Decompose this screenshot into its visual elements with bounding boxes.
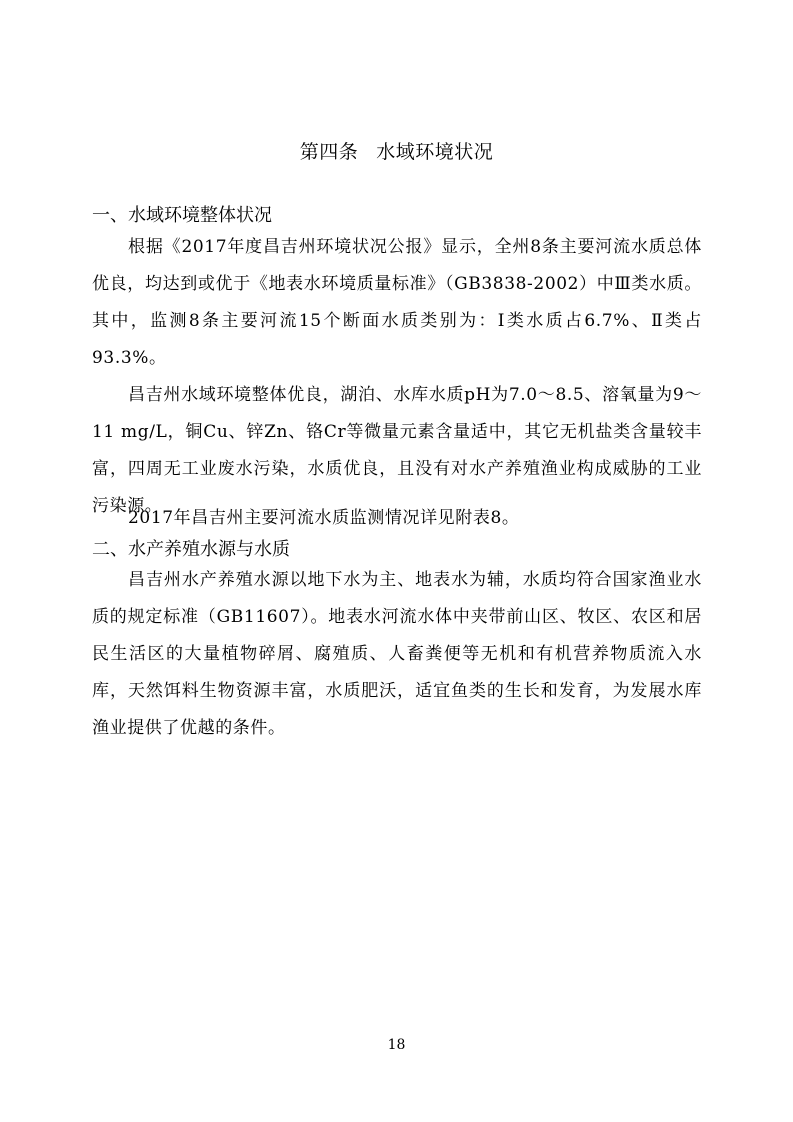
paragraph-1-1: 根据《2017年度昌吉州环境状况公报》显示，全州8条主要河流水质总体优良，均达到或优于《地表水环境质量标准》（GB3838-2002）中Ⅲ类水质。其中，监测8条主要河流15个断面水质类别为：Ⅰ类水质占6.7%、Ⅱ类占93.3%。 <box>92 237 702 368</box>
section-heading-2: 二、水产养殖水源与水质 <box>92 539 290 560</box>
section-heading-1: 一、水域环境整体状况 <box>92 205 272 226</box>
article-subject: 水域环境状况 <box>376 141 494 163</box>
paragraph-1-2: 昌吉州水域环境整体优良，湖泊、水库水质pH为7.0～8.5、溶氧量为9～11 mg/L，铜Cu、锌Zn、铬Cr等微量元素含量适中，其它无机盐类含量较丰富，四周无工业废水污染，水质优良，且没有对水产养殖渔业构成威胁的工业污染源。 <box>92 385 702 516</box>
article-number: 第四条 <box>299 141 359 163</box>
article-title <box>0 137 793 167</box>
page-number: 18 <box>387 1037 406 1053</box>
paragraph-2-1: 昌吉州水产养殖水源以地下水为主、地表水为辅，水质均符合国家渔业水质的规定标准（GB11607）。地表水河流水体中夹带前山区、牧区、农区和居民生活区的大量植物碎屑、腐殖质、人畜粪便等无机和有机营养物质流入水库，天然饵料生物资源丰富，水质肥沃，适宜鱼类的生长和发育，为发展水库渔业提供了优越的条件。 <box>92 570 702 738</box>
paragraph-1-3: 2017年昌吉州主要河流水质监测情况详见附表8。 <box>128 508 520 528</box>
